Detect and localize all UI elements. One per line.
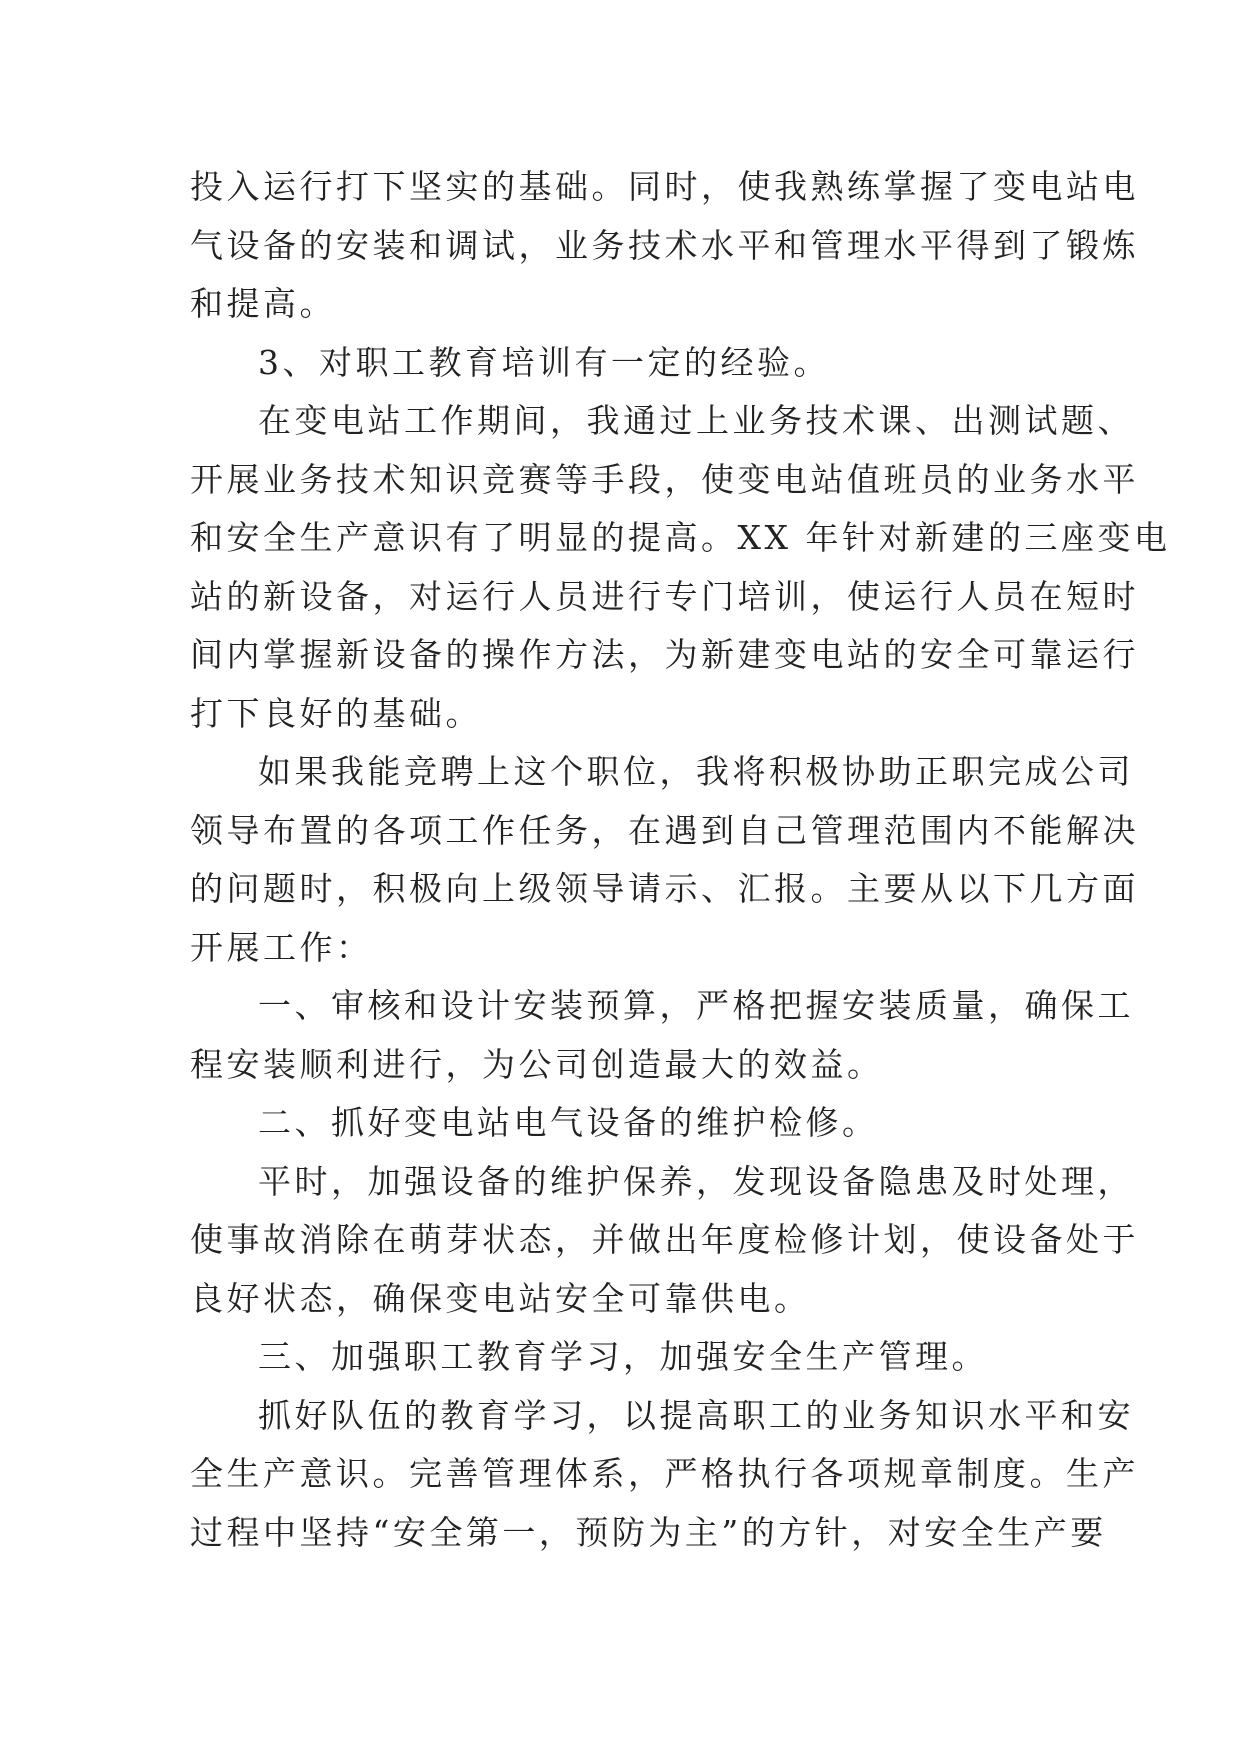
text-line: 领导布置的各项工作任务，在遇到自己管理范围内不能解决: [190, 810, 1139, 850]
text-line: 如果我能竞聘上这个职位，我将积极协助正职完成公司: [258, 752, 1134, 791]
text-line: 的问题时，积极向上级领导请示、汇报。主要从以下几方面: [190, 869, 1139, 908]
text-line: 良好状态，确保变电站安全可靠供电。: [190, 1278, 811, 1318]
paragraph-safety: [190, 1387, 1139, 1563]
text-line: 过程中坚持“安全第一，预防为主”的方针，对安全生产要: [190, 1512, 1107, 1552]
text-line: 开展业务技术知识竞赛等手段，使变电站值班员的业务水平: [190, 459, 1139, 499]
text-line: 平时，加强设备的维护保养，发现设备隐患及时处理，: [258, 1161, 1134, 1201]
text-line: 使事故消除在萌芽状态，并做出年度检修计划，使设备处于: [190, 1220, 1139, 1259]
section-heading: 二、抓好变电站电气设备的维护检修。: [258, 1103, 879, 1142]
text-line: 站的新设备，对运行人员进行专门培训，使运行人员在短时: [190, 576, 1139, 616]
text-line: 和提高。: [190, 284, 336, 323]
text-line: 打下良好的基础。: [190, 693, 482, 733]
text-line: 全生产意识。完善管理体系，严格执行各项规章制度。生产: [190, 1454, 1139, 1493]
text-line: 在变电站工作期间，我通过上业务技术课、出测试题、: [258, 401, 1134, 440]
document-body: [190, 158, 1171, 1562]
section-heading: 3、对职工教育培训有一定的经验。: [258, 342, 830, 382]
paragraph-plan-intro: [190, 743, 1139, 977]
text-line: 一、审核和设计安装预算，严格把握安装质量，确保工: [258, 986, 1134, 1025]
paragraph-continuation: [190, 158, 1139, 334]
paragraph-item-one: [190, 977, 1134, 1094]
heading-item-three: [190, 1328, 1060, 1387]
heading-training-experience: [190, 334, 1060, 393]
text-line: 间内掌握新设备的操作方法，为新建变电站的安全可靠运行: [190, 635, 1139, 674]
section-heading: 三、加强职工教育学习，加强安全生产管理。: [258, 1337, 988, 1376]
paragraph-maintenance: [190, 1153, 1139, 1329]
text-line: 和安全生产意识有了明显的提高。XX 年针对新建的三座变电: [190, 518, 1171, 557]
text-line: 投入运行打下坚实的基础。同时，使我熟练掌握了变电站电: [190, 167, 1139, 206]
heading-item-two: [190, 1094, 1060, 1153]
text-line: 气设备的安装和调试，业务技术水平和管理水平得到了锻炼: [190, 225, 1139, 265]
text-line: 开展工作：: [190, 927, 373, 967]
text-line: 抓好队伍的教育学习，以提高职工的业务知识水平和安: [258, 1395, 1134, 1435]
paragraph-training-details: [190, 392, 1171, 743]
text-line: 程安装顺利进行，为公司创造最大的效益。: [190, 1044, 884, 1084]
